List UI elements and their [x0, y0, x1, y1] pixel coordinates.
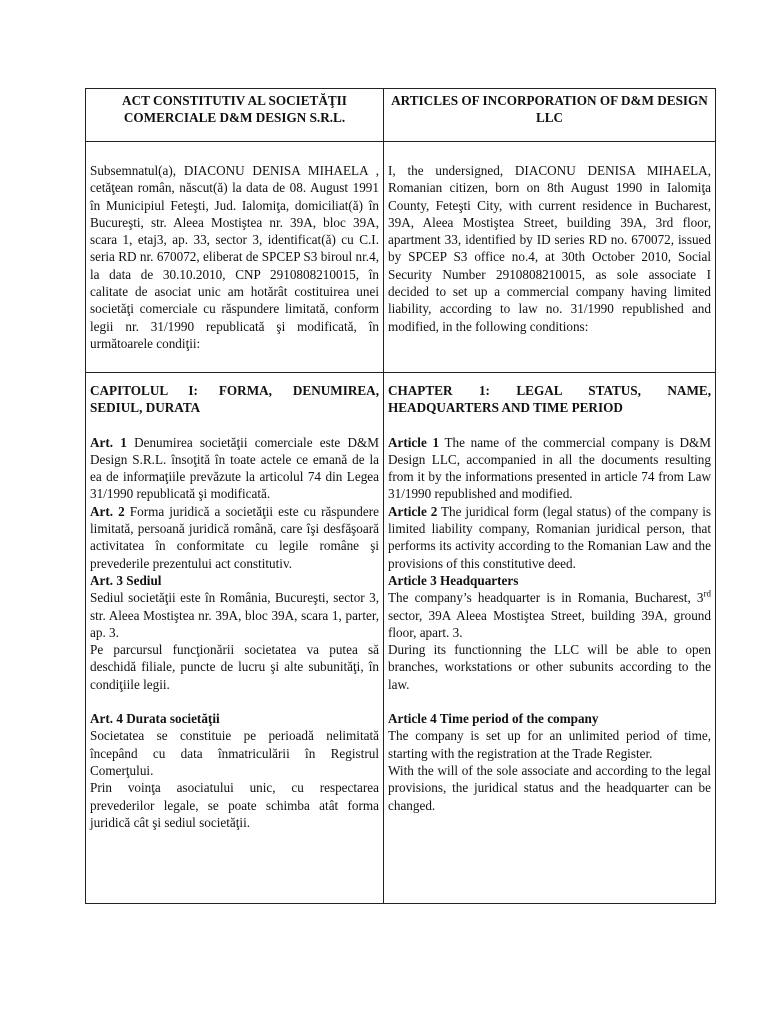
chapter-cell-romanian — [86, 373, 384, 904]
article-3-text1-english — [388, 589, 711, 641]
article-3-heading-english — [388, 572, 711, 589]
romanian-title: ACT CONSTITUTIV AL SOCIETĂŢII COMERCIALE D&M DESIGN S.R.L. — [122, 93, 347, 125]
article-4-heading-text-en: Article 4 Time period of the company — [388, 711, 599, 727]
article-1-text: Denumirea societăţii comerciale este D&M Design S.R.L. însoţită în toate actele ce emană de la ea de informaţiile prevăzute la articolul 74 din Legea 31/1990 republicată şi modificată. — [90, 434, 379, 502]
article-2-label-en: Article 2 — [388, 503, 438, 519]
bilingual-document-table — [85, 88, 716, 904]
header-cell-romanian — [86, 89, 384, 142]
article-3-text1-romanian: Sediul societăţii este în România, Bucureşti, sector 3, str. Aleea Mostiştea nr. 39A, bloc 39A, scara 1, parter, ap. 3. — [90, 590, 379, 640]
intro-cell-romanian — [86, 142, 384, 373]
article-3-text1a: The company’s headquarter is in Romania, Bucharest, 3 — [388, 590, 704, 606]
article-3-text1b: sector, 39A Aleea Mostiştea Street, building 39A, ground floor, apart. 3. — [388, 607, 711, 640]
intro-cell-english — [384, 142, 716, 373]
article-3-heading-romanian — [90, 572, 379, 589]
intro-text-romanian: Subsemnatul(a), DIACONU DENISA MIHAELA , cetăţean român, născut(ă) la data de 08. August 1991 în Municipiul Feteşti, Jud. Ialomiţa, domiciliat(ă) în Bucureşti, str. Aleea Mostiştea nr. 39A, bloc 39A, scara 1, etaj3, ap. 33, sector 3, identificat(ă) cu C.I. seria RD nr. 670072, eliberat de SPCEP S3 biroul nr.4, la data de 30.10.2010, CNP 2910808210015, în calitate de asociat unic am hotărât costituirea unei societăţi comerciale cu răspundere limitată, conform legii nr. 31/1990 republicată şi modificată, în următoarele condiţii: — [90, 163, 379, 351]
article-3-text2-english: During its functionning the LLC will be able to open branches, workstations or other subunits according to the law. — [388, 642, 711, 692]
article-4-text1-english: The company is set up for an unlimited period of time, starting with the registration at the Trade Register. — [388, 728, 711, 761]
chapter-title-english: CHAPTER 1: LEGAL STATUS, NAME, HEADQUARTERS AND TIME PERIOD — [388, 383, 711, 416]
english-title: ARTICLES OF INCORPORATION OF D&M DESIGN LLC — [391, 93, 708, 125]
article-4-heading-text: Art. 4 Durata societăţii — [90, 711, 220, 727]
article-1-english — [388, 434, 711, 503]
article-4-heading-english — [388, 710, 711, 727]
header-row — [86, 89, 716, 142]
intro-text-english: I, the undersigned, DIACONU DENISA MIHAELA, Romanian citizen, born on 8th August 1990 in Ialomiţa County, Feteşti City, with current residence in Bucharest, 39A, Aleea Mostiştea Street, building 39A, 3rd floor, apartment 33, identified by ID series RD no. 670072, issued by SPCEP S3 office no.4, at 30th October 2010, Social Security Number 2910808210015, as sole associate I decided to set up a commercial company having limited liability, according to law no. 31/1990 republished and modified, in the following conditions: — [388, 163, 711, 334]
article-4-text2-english: With the will of the sole associate and according to the legal provisions, the juridical status and the headquarter can be changed. — [388, 762, 711, 813]
chapter-cell-english — [384, 373, 716, 904]
article-2-text-en: The juridical form (legal status) of the company is limited liability company, Romanian juridical person, that performs its activity according to the Romanian Law and the provisions of this constitutive deed. — [388, 503, 711, 571]
article-2-english — [388, 503, 711, 572]
article-3-text2-romanian: Pe parcursul funcţionării societatea va putea să deschidă filiale, puncte de lucru şi alte subunităţi, în condiţiile legii. — [90, 642, 379, 692]
article-2-label: Art. 2 — [90, 503, 125, 519]
article-1-romanian — [90, 434, 379, 503]
article-4-text2-romanian: Prin voinţa asociatului unic, cu respectarea prevederilor legale, se poate schimba atât forma juridică cât şi sediul societăţii. — [90, 780, 379, 830]
article-3-heading-text-en: Article 3 Headquarters — [388, 572, 519, 588]
article-1-label: Art. 1 — [90, 434, 127, 450]
article-3-heading-text: Art. 3 Sediul — [90, 572, 162, 588]
article-4-text1-romanian: Societatea se constituie pe perioadă nelimitată începând cu data înmatriculării în Registrul Comerţului. — [90, 728, 379, 778]
chapter-title-romanian: CAPITOLUL I: FORMA, DENUMIREA, SEDIUL, DURATA — [90, 383, 379, 416]
chapter-row — [86, 373, 716, 904]
article-4-heading-romanian — [90, 710, 379, 727]
intro-row — [86, 142, 716, 373]
article-2-romanian — [90, 503, 379, 572]
article-3-superscript: rd — [703, 588, 711, 599]
header-cell-english — [384, 89, 716, 142]
article-1-label-en: Article 1 — [388, 434, 440, 450]
article-1-text-en: The name of the commercial company is D&M Design LLC, accompanied in all the documents resulting from it by the informations presented in article 74 from Law 31/1990 republished and modified. — [388, 434, 711, 502]
article-2-text: Forma juridică a societăţii este cu răspundere limitată, persoană juridică română, care îşi desfăşoară activitatea în conformitate cu legile române şi prevederile prezentului act constitutiv. — [90, 503, 379, 571]
